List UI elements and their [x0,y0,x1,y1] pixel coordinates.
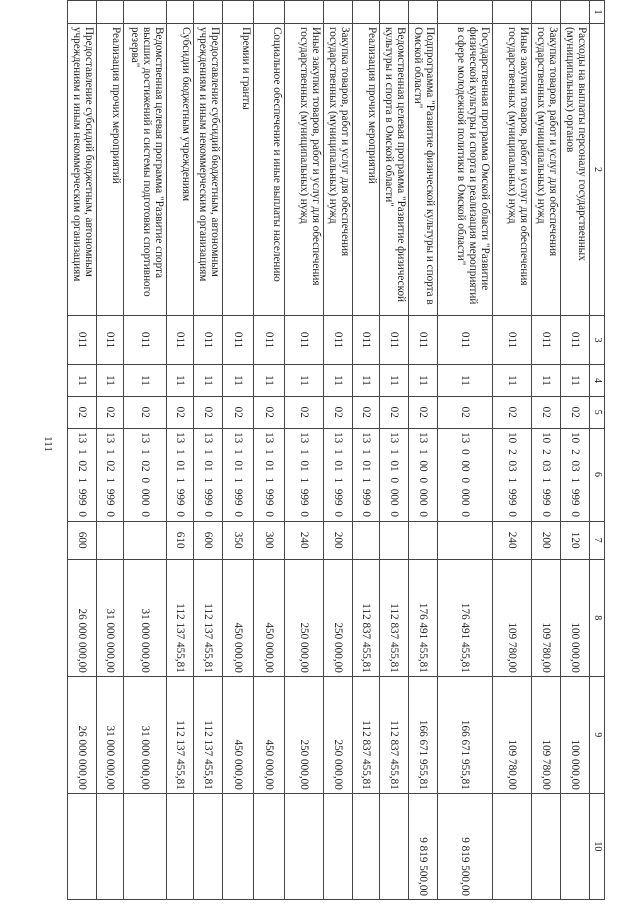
row-name: Государственная программа Омской области "Развитие физической культуры и спорта и реализация мероприятий в сфере молодежной политики в Омской области" [438,23,493,315]
row-index-cell [68,1,97,24]
amount-cell [532,793,561,899]
row-name: Субсидии бюджетным учреждениям [167,23,194,315]
row-name: Подпрограмма "Развитие физической культуры и спорта в Омской области" [409,23,438,315]
row-name: Закупка товаров, работ и услуг для обеспечения государственных (муниципальных) нужд [532,23,561,315]
amount-cell [97,793,124,899]
code-cell: 011 [97,315,124,364]
amount-cell [324,793,353,899]
amount-cell [285,793,324,899]
code-cell: 13 1 01 1 999 0 [167,428,194,521]
code-cell: 11 [254,365,285,397]
code-cell: 11 [167,365,194,397]
code-cell: 13 1 02 1 999 0 [97,428,124,521]
code-cell: 200 [532,521,561,559]
row-index-cell [167,1,194,24]
code-cell: 11 [124,365,167,397]
code-cell: 02 [285,396,324,428]
amount-cell: 100 000,00 [561,559,590,676]
code-cell: 13 1 01 1 999 0 [324,428,353,521]
amount-cell: 112 837 455,81 [380,559,409,676]
table-row [380,1,409,900]
code-cell: 011 [353,315,380,364]
row-index-cell [285,1,324,24]
amount-cell: 31 000 000,00 [124,676,167,793]
code-cell: 011 [409,315,438,364]
code-cell: 011 [223,315,254,364]
code-cell: 11 [493,365,532,397]
row-index-cell [194,1,223,24]
table-row [167,1,194,900]
row-index-cell [353,1,380,24]
amount-cell: 26 000 000,00 [68,559,97,676]
code-cell: 13 1 01 1 999 0 [285,428,324,521]
code-cell: 011 [167,315,194,364]
amount-cell: 250 000,00 [324,559,353,676]
amount-cell [167,793,194,899]
code-cell: 011 [438,315,493,364]
column-header: 4 [590,365,605,397]
amount-cell: 112 837 455,81 [380,676,409,793]
column-header: 7 [590,521,605,559]
code-cell: 11 [97,365,124,397]
table-row [561,1,590,900]
code-cell: 011 [124,315,167,364]
amount-cell: 112 137 455,81 [194,559,223,676]
table-row [353,1,380,900]
code-cell: 11 [223,365,254,397]
code-cell: 02 [194,396,223,428]
code-cell: 02 [493,396,532,428]
column-header: 8 [590,559,605,676]
code-cell: 011 [254,315,285,364]
row-index-cell [223,1,254,24]
code-cell: 11 [532,365,561,397]
code-cell [409,521,438,559]
amount-cell: 112 137 455,81 [194,676,223,793]
table-row [532,1,561,900]
code-cell: 02 [353,396,380,428]
row-index-cell [438,1,493,24]
code-cell: 610 [167,521,194,559]
row-name: Реализация прочих мероприятий [97,23,124,315]
amount-cell: 112 137 455,81 [167,676,194,793]
code-cell: 600 [194,521,223,559]
code-cell: 011 [380,315,409,364]
code-cell: 13 1 01 1 999 0 [254,428,285,521]
row-index-cell [97,1,124,24]
code-cell: 02 [254,396,285,428]
row-name: Иные закупки товаров, работ и услуг для обеспечения государственных (муниципальных) нужд [285,23,324,315]
amount-cell: 450 000,00 [223,559,254,676]
code-cell: 02 [223,396,254,428]
row-index-cell [532,1,561,24]
code-cell: 300 [254,521,285,559]
row-index-cell [380,1,409,24]
row-name: Реализация прочих мероприятий [353,23,380,315]
amount-cell: 112 137 455,81 [167,559,194,676]
row-name: Расходы на выплаты персоналу государственных (муниципальных) органов [561,23,590,315]
code-cell: 11 [438,365,493,397]
column-header: 1 [590,1,605,24]
code-cell: 02 [167,396,194,428]
row-name: Предоставление субсидий бюджетным, автономным учреждениям и иным некоммерческим организациям [194,23,223,315]
amount-cell: 166 671 955,81 [409,676,438,793]
amount-cell: 9 819 500,00 [438,793,493,899]
table-row [124,1,167,900]
amount-cell: 250 000,00 [285,676,324,793]
code-cell: 10 2 03 1 999 0 [493,428,532,521]
code-cell: 11 [194,365,223,397]
code-cell: 11 [561,365,590,397]
code-cell: 11 [380,365,409,397]
column-header: 5 [590,396,605,428]
amount-cell: 112 837 455,81 [353,676,380,793]
row-name: Иные закупки товаров, работ и услуг для обеспечения государственных (муниципальных) нужд [493,23,532,315]
code-cell: 13 1 01 1 999 0 [353,428,380,521]
amount-cell [493,793,532,899]
code-cell: 011 [285,315,324,364]
budget-table [67,0,605,900]
code-cell: 11 [409,365,438,397]
code-cell: 13 1 02 0 000 0 [124,428,167,521]
code-cell: 13 1 01 1 999 0 [223,428,254,521]
amount-cell: 109 780,00 [532,676,561,793]
amount-cell: 109 780,00 [532,559,561,676]
amount-cell [124,793,167,899]
code-cell: 02 [561,396,590,428]
amount-cell: 9 819 500,00 [409,793,438,899]
amount-cell [68,793,97,899]
code-cell: 011 [532,315,561,364]
code-cell: 120 [561,521,590,559]
table-row [324,1,353,900]
amount-cell: 109 780,00 [493,559,532,676]
amount-cell: 31 000 000,00 [124,559,167,676]
row-name: Предоставление субсидий бюджетным, автономным учреждениям и иным некоммерческим организациям [68,23,97,315]
row-name: Премии и гранты [223,23,254,315]
code-cell: 10 2 03 1 999 0 [561,428,590,521]
code-cell [353,521,380,559]
code-cell: 13 1 01 0 000 0 [380,428,409,521]
code-cell: 02 [532,396,561,428]
table-row [438,1,493,900]
column-header: 10 [590,793,605,899]
table-row [254,1,285,900]
code-cell: 02 [438,396,493,428]
code-cell: 200 [324,521,353,559]
column-header: 9 [590,676,605,793]
code-cell: 02 [97,396,124,428]
amount-cell: 450 000,00 [223,676,254,793]
code-cell: 240 [493,521,532,559]
code-cell: 02 [409,396,438,428]
amount-cell: 26 000 000,00 [68,676,97,793]
row-index-cell [324,1,353,24]
code-cell [97,521,124,559]
amount-cell [223,793,254,899]
code-cell [380,521,409,559]
code-cell [124,521,167,559]
code-cell: 13 0 00 0 000 0 [438,428,493,521]
column-number-row [590,1,605,900]
amount-cell: 176 491 455,81 [409,559,438,676]
code-cell: 02 [124,396,167,428]
row-index-cell [254,1,285,24]
code-cell: 011 [194,315,223,364]
row-name: Ведомственная целевая программа "Развитие спорта высших достижений и системы подготовки спортивного резерва" [124,23,167,315]
code-cell [438,521,493,559]
code-cell: 11 [353,365,380,397]
amount-cell: 112 837 455,81 [353,559,380,676]
table-row [68,1,97,900]
amount-cell [561,793,590,899]
amount-cell: 250 000,00 [285,559,324,676]
code-cell: 350 [223,521,254,559]
amount-cell [254,793,285,899]
table-row [97,1,124,900]
row-name: Закупка товаров, работ и услуг для обеспечения государственных (муниципальных) нужд [324,23,353,315]
code-cell: 02 [68,396,97,428]
table-row [194,1,223,900]
table-row [285,1,324,900]
amount-cell: 166 671 955,81 [438,676,493,793]
code-cell: 13 1 02 1 999 0 [68,428,97,521]
amount-cell: 100 000,00 [561,676,590,793]
code-cell: 011 [493,315,532,364]
amount-cell: 31 000 000,00 [97,559,124,676]
rotated-page [70,0,605,900]
page-number: 111 [41,436,54,452]
code-cell: 10 2 03 1 999 0 [532,428,561,521]
code-cell: 11 [285,365,324,397]
row-index-cell [124,1,167,24]
code-cell: 13 1 01 1 999 0 [194,428,223,521]
code-cell: 240 [285,521,324,559]
code-cell: 011 [324,315,353,364]
code-cell: 02 [324,396,353,428]
code-cell: 11 [68,365,97,397]
code-cell: 11 [324,365,353,397]
code-cell: 011 [561,315,590,364]
row-name: Социальное обеспечение и иные выплаты населению [254,23,285,315]
amount-cell [194,793,223,899]
code-cell: 011 [68,315,97,364]
column-header: 3 [590,315,605,364]
column-header: 2 [590,23,605,315]
code-cell: 13 1 00 0 000 0 [409,428,438,521]
table-row [409,1,438,900]
table-row [493,1,532,900]
code-cell: 02 [380,396,409,428]
amount-cell: 176 491 455,81 [438,559,493,676]
row-index-cell [409,1,438,24]
amount-cell: 250 000,00 [324,676,353,793]
amount-cell: 450 000,00 [254,559,285,676]
row-index-cell [493,1,532,24]
amount-cell: 31 000 000,00 [97,676,124,793]
column-header: 6 [590,428,605,521]
table-row [223,1,254,900]
row-name: Ведомственная целевая программа "Развитие физической культуры и спорта в Омской области" [380,23,409,315]
amount-cell: 450 000,00 [254,676,285,793]
code-cell: 600 [68,521,97,559]
row-index-cell [561,1,590,24]
amount-cell [353,793,380,899]
amount-cell [380,793,409,899]
amount-cell: 109 780,00 [493,676,532,793]
